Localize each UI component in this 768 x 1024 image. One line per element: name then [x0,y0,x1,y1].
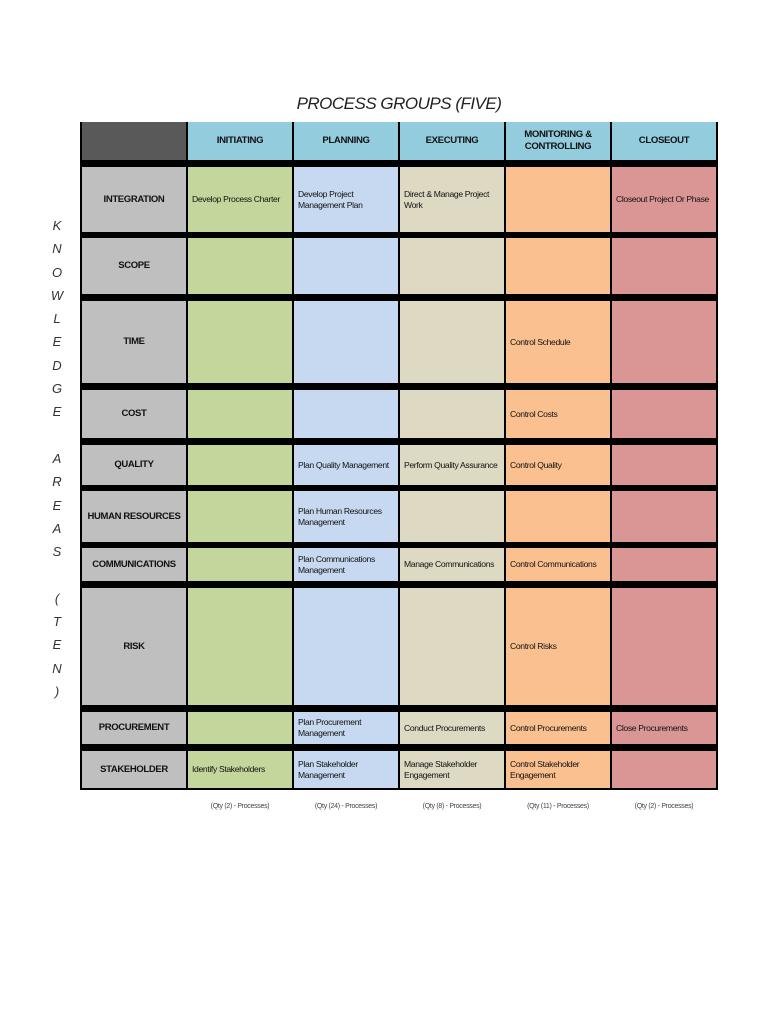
knowledge-area-cost: COST [82,390,186,438]
process-cell-closeout [612,390,716,438]
process-cell-initiating: Identify Stakeholders [188,751,292,788]
process-cell-planning [294,588,398,705]
side-letter: L [53,311,61,327]
side-letter: N [52,660,62,676]
process-cell-executing: Manage Stakeholder Engagement [400,751,504,788]
process-cell-initiating [188,301,292,383]
knowledge-area-time: TIME [82,301,186,383]
process-count-monitoring: (Qty (11) - Processes) [527,803,589,810]
process-cell-monitoring: Control Costs [506,390,610,438]
side-letter: R [52,474,62,490]
process-cell-closeout [612,238,716,294]
knowledge-area-human-resources: HUMAN RESOURCES [82,491,186,542]
process-cell-executing: Perform Quality Assurance [400,445,504,485]
process-cell-closeout [612,588,716,705]
knowledge-area-risk: RISK [82,588,186,705]
side-letter: D [52,357,62,373]
process-cell-initiating [188,588,292,705]
process-cell-initiating: Develop Process Charter [188,167,292,232]
side-letter: O [51,264,63,280]
side-letter: E [52,404,62,420]
process-cell-planning [294,390,398,438]
process-cell-executing [400,301,504,383]
process-count-closeout: (Qty (2) - Processes) [634,803,694,810]
process-cell-planning [294,301,398,383]
side-letter: K [52,218,62,233]
process-cell-initiating [188,548,292,581]
side-letter: E [52,497,62,513]
process-cell-closeout [612,301,716,383]
knowledge-area-communications: COMMUNICATIONS [82,548,186,581]
side-letter: A [52,450,62,466]
process-cell-monitoring [506,238,610,294]
process-cell-monitoring [506,167,610,232]
process-cell-planning: Plan Communications Management [294,548,398,581]
process-cell-executing [400,390,504,438]
header-corner [82,122,186,160]
process-cell-closeout: Closeout Project Or Phase [612,167,716,232]
process-cell-planning: Plan Quality Management [294,445,398,485]
process-groups-table [80,122,718,790]
side-letter: ( [54,590,60,606]
header-closeout: CLOSEOUT [612,122,716,160]
process-cell-monitoring: Control Procurements [506,712,610,744]
process-cell-closeout: Close Procurements [612,712,716,744]
knowledge-area-procurement: PROCUREMENT [82,712,186,744]
header-monitoring: MONITORING & CONTROLLING [506,122,610,160]
side-letter [45,563,69,586]
header-executing: EXECUTING [400,122,504,160]
side-letter: N [52,241,62,257]
process-count-planning: (Qty (24) - Processes) [314,803,378,810]
process-cell-executing: Conduct Procurements [400,712,504,744]
knowledge-area-stakeholder: STAKEHOLDER [82,751,186,788]
process-cell-monitoring [506,491,610,542]
header-initiating: INITIATING [188,122,292,160]
process-cell-initiating [188,491,292,542]
side-letter: G [51,381,63,397]
process-cell-executing [400,588,504,705]
side-letter: E [52,637,62,653]
side-letter: W [50,287,64,303]
knowledge-area-scope: SCOPE [82,238,186,294]
process-count-executing: (Qty (8) - Processes) [422,803,482,810]
process-cell-planning: Plan Human Resources Management [294,491,398,542]
process-count-initiating: (Qty (2) - Processes) [210,803,270,810]
process-cell-initiating [188,390,292,438]
side-letter: E [52,334,62,350]
side-letter: A [52,520,62,536]
process-cell-monitoring: Control Schedule [506,301,610,383]
knowledge-area-quality: QUALITY [82,445,186,485]
process-cell-closeout [612,445,716,485]
side-letter [45,424,69,447]
process-cell-monitoring: Control Stakeholder Engagement [506,751,610,788]
process-cell-executing: Direct & Manage Project Work [400,167,504,232]
page-title: PROCESS GROUPS (FIVE) [296,94,502,113]
process-cell-initiating [188,445,292,485]
side-letter: T [53,614,61,630]
process-cell-executing [400,491,504,542]
process-cell-planning [294,238,398,294]
process-cell-initiating [188,712,292,744]
process-cell-closeout [612,548,716,581]
process-cell-monitoring: Control Risks [506,588,610,705]
process-cell-executing [400,238,504,294]
knowledge-area-integration: INTEGRATION [82,167,186,232]
side-letter: ) [54,683,60,699]
process-cell-planning: Plan Procurement Management [294,712,398,744]
knowledge-areas-side-label [45,214,69,703]
process-cell-monitoring: Control Quality [506,445,610,485]
process-cell-closeout [612,491,716,542]
process-cell-monitoring: Control Communications [506,548,610,581]
process-cell-closeout [612,751,716,788]
side-letter: S [52,544,62,560]
process-cell-initiating [188,238,292,294]
process-cell-planning: Plan Stakeholder Management [294,751,398,788]
header-planning: PLANNING [294,122,398,160]
process-cell-executing: Manage Communications [400,548,504,581]
process-cell-planning: Develop Project Management Plan [294,167,398,232]
